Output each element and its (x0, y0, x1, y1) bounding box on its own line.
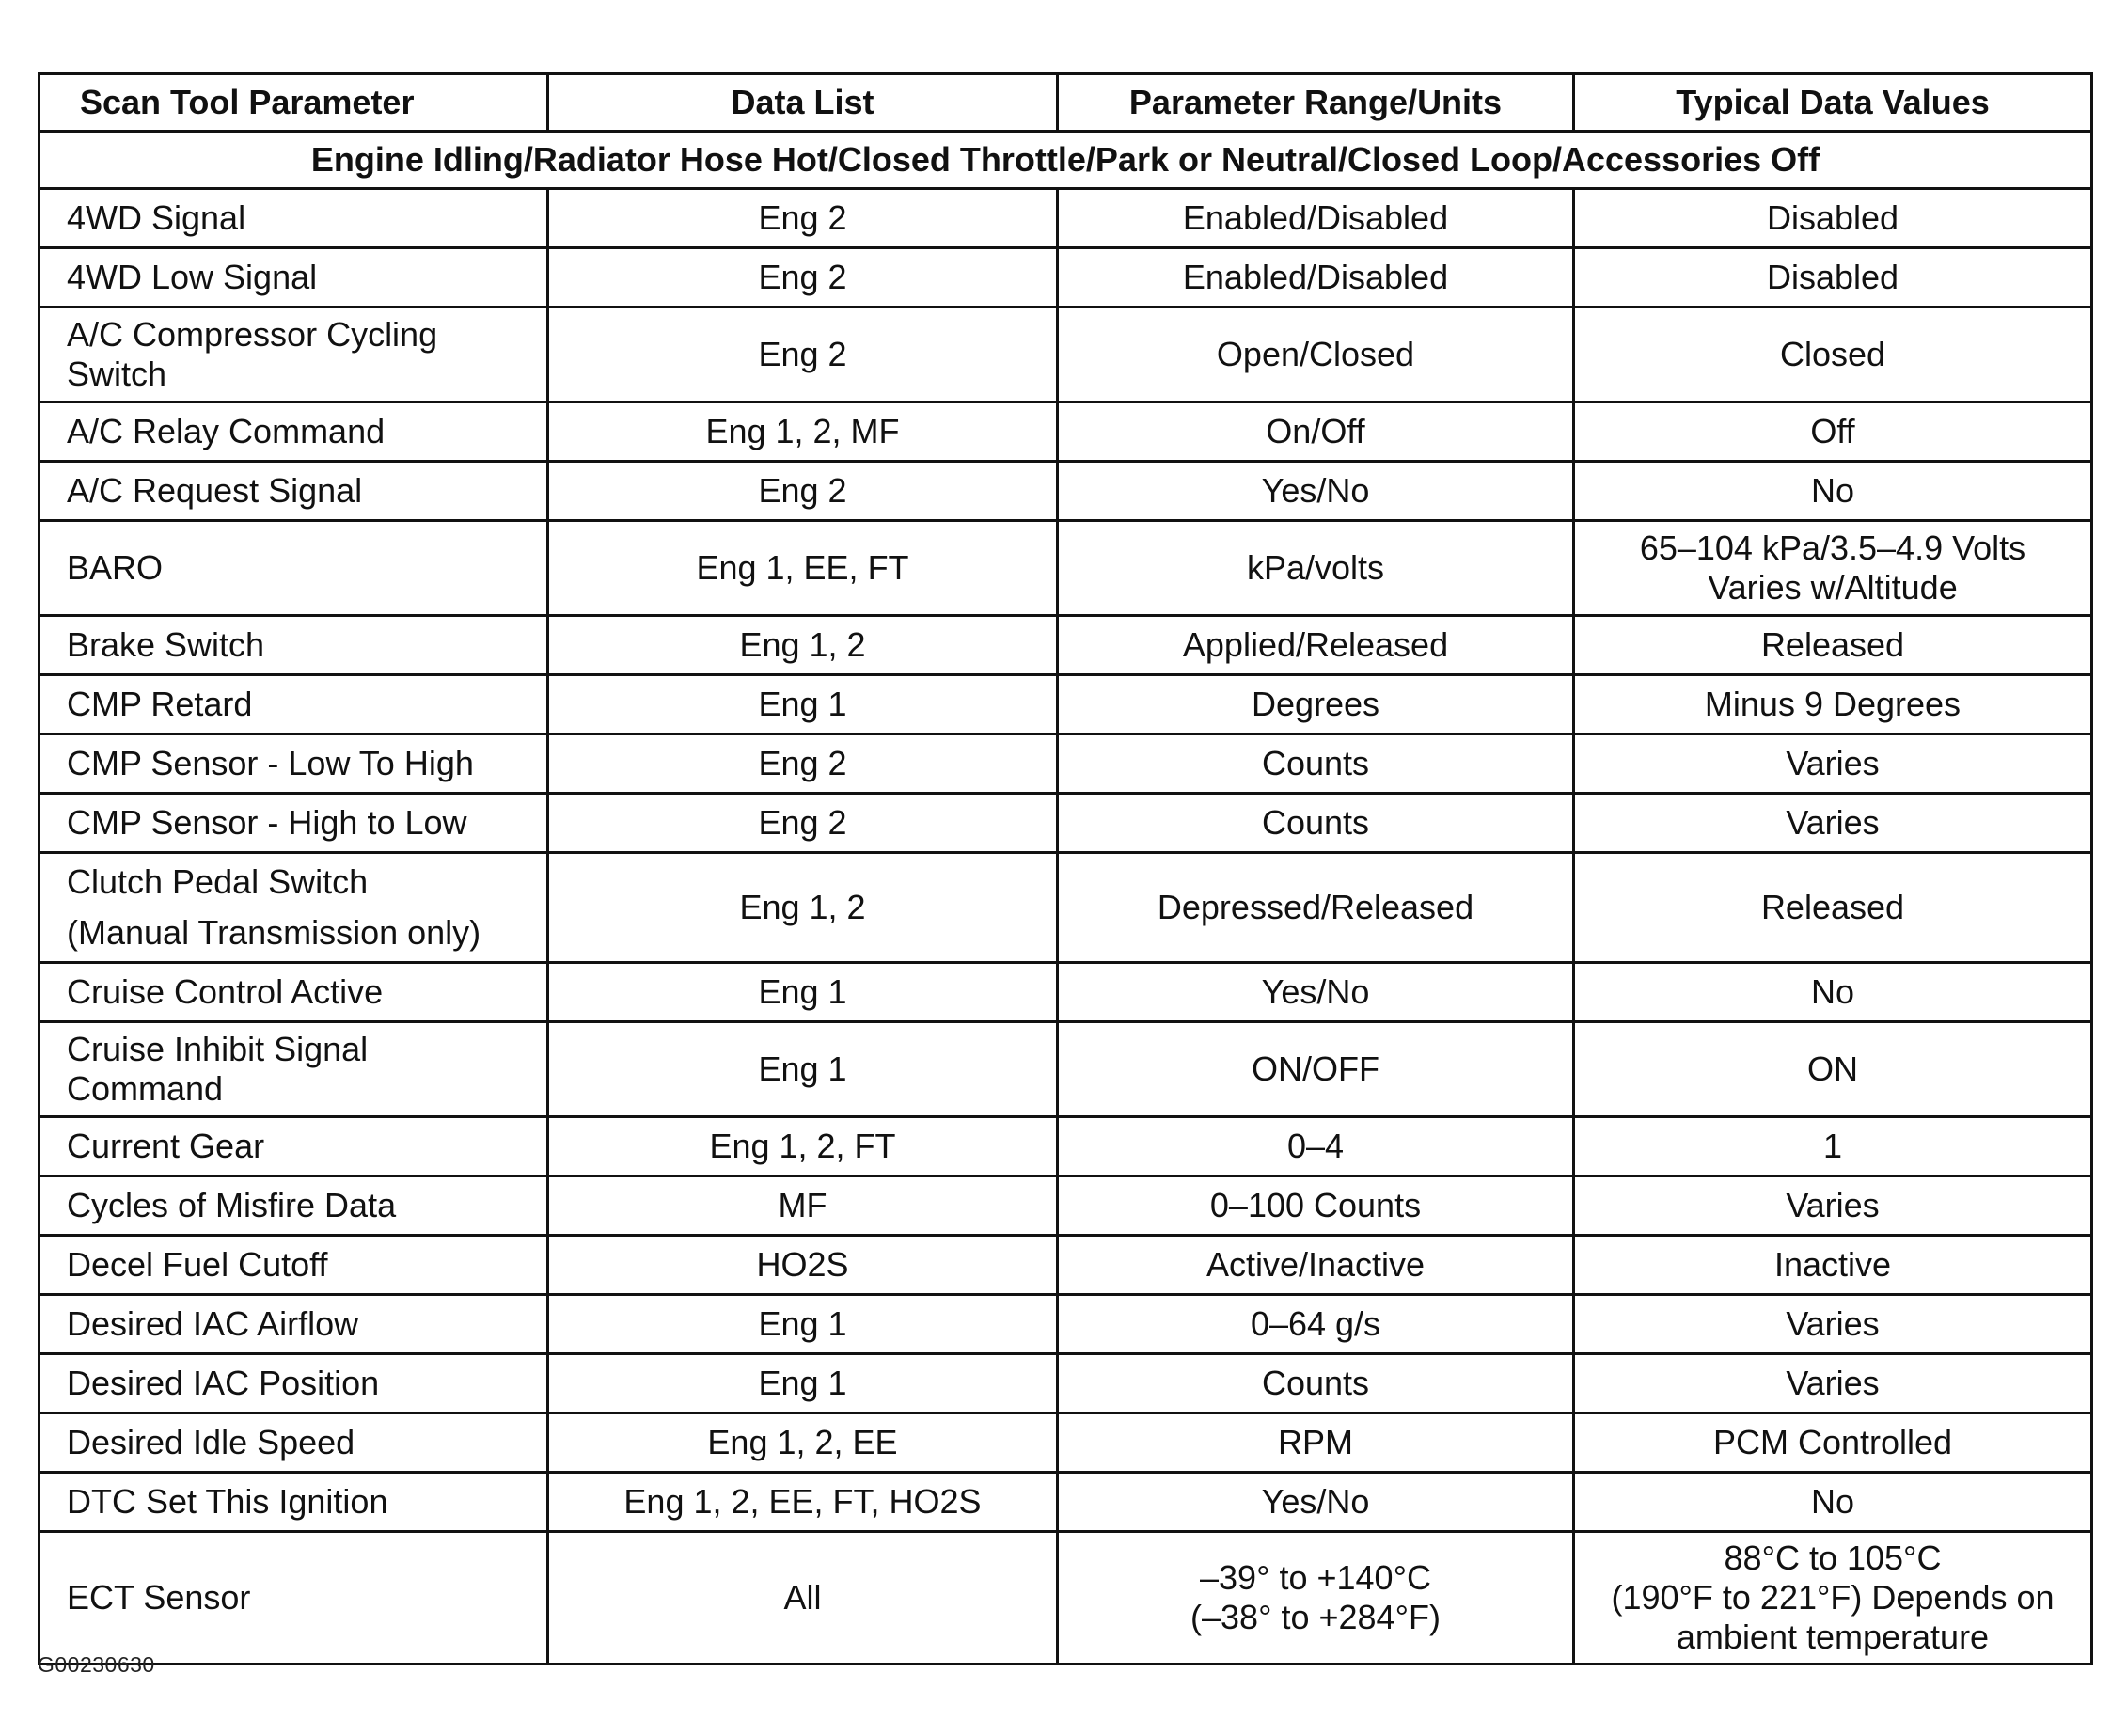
table-row (39, 1354, 2092, 1413)
range-units-cell: 0–100 Counts (1058, 1176, 1574, 1236)
header-parameter-range-units: Parameter Range/Units (1058, 74, 1574, 132)
typical-value-cell: Disabled (1574, 189, 2092, 248)
test-condition: Engine Idling/Radiator Hose Hot/Closed Throttle/Park or Neutral/Closed Loop/Accessories Off (39, 132, 2092, 189)
data-list-cell: Eng 1, 2, FT (548, 1117, 1058, 1176)
table-row (39, 1413, 2092, 1473)
typical-value-cell: Minus 9 Degrees (1574, 675, 2092, 734)
data-list-cell: Eng 2 (548, 794, 1058, 853)
parameter-cell: CMP Sensor - Low To High (39, 734, 548, 794)
data-list-cell: All (548, 1532, 1058, 1665)
table-row (39, 1176, 2092, 1236)
header-row (39, 74, 2092, 132)
typical-value-cell: PCM Controlled (1574, 1413, 2092, 1473)
range-units-cell: Degrees (1058, 675, 1574, 734)
table-row (39, 1473, 2092, 1532)
parameter-cell: Decel Fuel Cutoff (39, 1236, 548, 1295)
range-units-cell: Yes/No (1058, 462, 1574, 521)
table-row (39, 308, 2092, 402)
range-units-cell: ON/OFF (1058, 1022, 1574, 1117)
data-list-cell: Eng 2 (548, 462, 1058, 521)
parameter-cell: Cycles of Misfire Data (39, 1176, 548, 1236)
table-row (39, 1236, 2092, 1295)
table-row (39, 1117, 2092, 1176)
data-list-cell: Eng 1 (548, 963, 1058, 1022)
table-row (39, 189, 2092, 248)
data-list-cell: Eng 1, EE, FT (548, 521, 1058, 616)
parameter-cell: Clutch Pedal Switch (Manual Transmission only) (39, 853, 548, 963)
range-units-cell: On/Off (1058, 402, 1574, 462)
table-row (39, 963, 2092, 1022)
range-units-cell: Open/Closed (1058, 308, 1574, 402)
header-typical-data-values: Typical Data Values (1574, 74, 2092, 132)
range-units-cell: kPa/volts (1058, 521, 1574, 616)
typical-value-cell: 88°C to 105°C (190°F to 221°F) Depends on ambient temperature (1574, 1532, 2092, 1665)
table-row (39, 734, 2092, 794)
parameter-cell: 4WD Signal (39, 189, 548, 248)
typical-value-cell: Released (1574, 853, 2092, 963)
data-list-cell: Eng 2 (548, 189, 1058, 248)
range-units-cell: Yes/No (1058, 1473, 1574, 1532)
parameter-cell: ECT Sensor (39, 1532, 548, 1665)
table-row (39, 1022, 2092, 1117)
table-row (39, 616, 2092, 675)
data-list-cell: Eng 1 (548, 675, 1058, 734)
parameter-cell: CMP Sensor - High to Low (39, 794, 548, 853)
header-scan-tool-parameter: Scan Tool Parameter (39, 74, 548, 132)
typical-value-cell: Disabled (1574, 248, 2092, 308)
figure-id: G00230630 (38, 1652, 155, 1677)
typical-value-cell: 1 (1574, 1117, 2092, 1176)
parameter-cell: Desired Idle Speed (39, 1413, 548, 1473)
parameter-cell: A/C Request Signal (39, 462, 548, 521)
range-units-cell: Counts (1058, 734, 1574, 794)
parameter-cell: DTC Set This Ignition (39, 1473, 548, 1532)
table-row (39, 462, 2092, 521)
range-units-cell: 0–64 g/s (1058, 1295, 1574, 1354)
typical-value-cell: Released (1574, 616, 2092, 675)
data-list-cell: Eng 2 (548, 308, 1058, 402)
scan-tool-data-table-sheet (38, 72, 2090, 1665)
data-list-cell: Eng 1 (548, 1022, 1058, 1117)
typical-value-cell: Off (1574, 402, 2092, 462)
range-units-cell: –39° to +140°C (–38° to +284°F) (1058, 1532, 1574, 1665)
table-row (39, 794, 2092, 853)
range-units-cell: Applied/Released (1058, 616, 1574, 675)
typical-value-cell: No (1574, 963, 2092, 1022)
table-row (39, 402, 2092, 462)
data-list-cell: MF (548, 1176, 1058, 1236)
data-list-cell: HO2S (548, 1236, 1058, 1295)
typical-value-cell: Closed (1574, 308, 2092, 402)
typical-value-cell: Varies (1574, 1176, 2092, 1236)
parameter-cell: Cruise Inhibit Signal Command (39, 1022, 548, 1117)
range-units-cell: 0–4 (1058, 1117, 1574, 1176)
data-list-cell: Eng 1 (548, 1295, 1058, 1354)
parameter-cell: Current Gear (39, 1117, 548, 1176)
data-list-cell: Eng 1, 2, MF (548, 402, 1058, 462)
range-units-cell: Enabled/Disabled (1058, 248, 1574, 308)
data-list-cell: Eng 1, 2 (548, 853, 1058, 963)
range-units-cell: Enabled/Disabled (1058, 189, 1574, 248)
parameter-cell: A/C Relay Command (39, 402, 548, 462)
range-units-cell: Yes/No (1058, 963, 1574, 1022)
typical-value-cell: Inactive (1574, 1236, 2092, 1295)
header-data-list: Data List (548, 74, 1058, 132)
parameter-cell: Brake Switch (39, 616, 548, 675)
range-units-cell: Depressed/Released (1058, 853, 1574, 963)
parameter-cell: CMP Retard (39, 675, 548, 734)
typical-value-cell: No (1574, 1473, 2092, 1532)
typical-value-cell: Varies (1574, 1295, 2092, 1354)
data-list-cell: Eng 1 (548, 1354, 1058, 1413)
parameter-cell: Desired IAC Airflow (39, 1295, 548, 1354)
typical-value-cell: Varies (1574, 1354, 2092, 1413)
range-units-cell: Counts (1058, 794, 1574, 853)
typical-value-cell: Varies (1574, 794, 2092, 853)
parameter-cell: Cruise Control Active (39, 963, 548, 1022)
data-list-cell: Eng 1, 2 (548, 616, 1058, 675)
table-row (39, 521, 2092, 616)
typical-value-cell: No (1574, 462, 2092, 521)
typical-value-cell: 65–104 kPa/3.5–4.9 Volts Varies w/Altitude (1574, 521, 2092, 616)
scan-tool-data-table (38, 72, 2093, 1665)
table-row (39, 1532, 2092, 1665)
parameter-cell: BARO (39, 521, 548, 616)
data-list-cell: Eng 2 (548, 734, 1058, 794)
table-row (39, 853, 2092, 963)
condition-row (39, 132, 2092, 189)
table-row (39, 675, 2092, 734)
parameter-cell: A/C Compressor Cycling Switch (39, 308, 548, 402)
range-units-cell: Counts (1058, 1354, 1574, 1413)
data-list-cell: Eng 2 (548, 248, 1058, 308)
typical-value-cell: ON (1574, 1022, 2092, 1117)
typical-value-cell: Varies (1574, 734, 2092, 794)
data-list-cell: Eng 1, 2, EE, FT, HO2S (548, 1473, 1058, 1532)
parameter-cell: Desired IAC Position (39, 1354, 548, 1413)
table-row (39, 248, 2092, 308)
data-list-cell: Eng 1, 2, EE (548, 1413, 1058, 1473)
range-units-cell: RPM (1058, 1413, 1574, 1473)
table-row (39, 1295, 2092, 1354)
range-units-cell: Active/Inactive (1058, 1236, 1574, 1295)
table-body (39, 132, 2092, 1665)
parameter-cell: 4WD Low Signal (39, 248, 548, 308)
